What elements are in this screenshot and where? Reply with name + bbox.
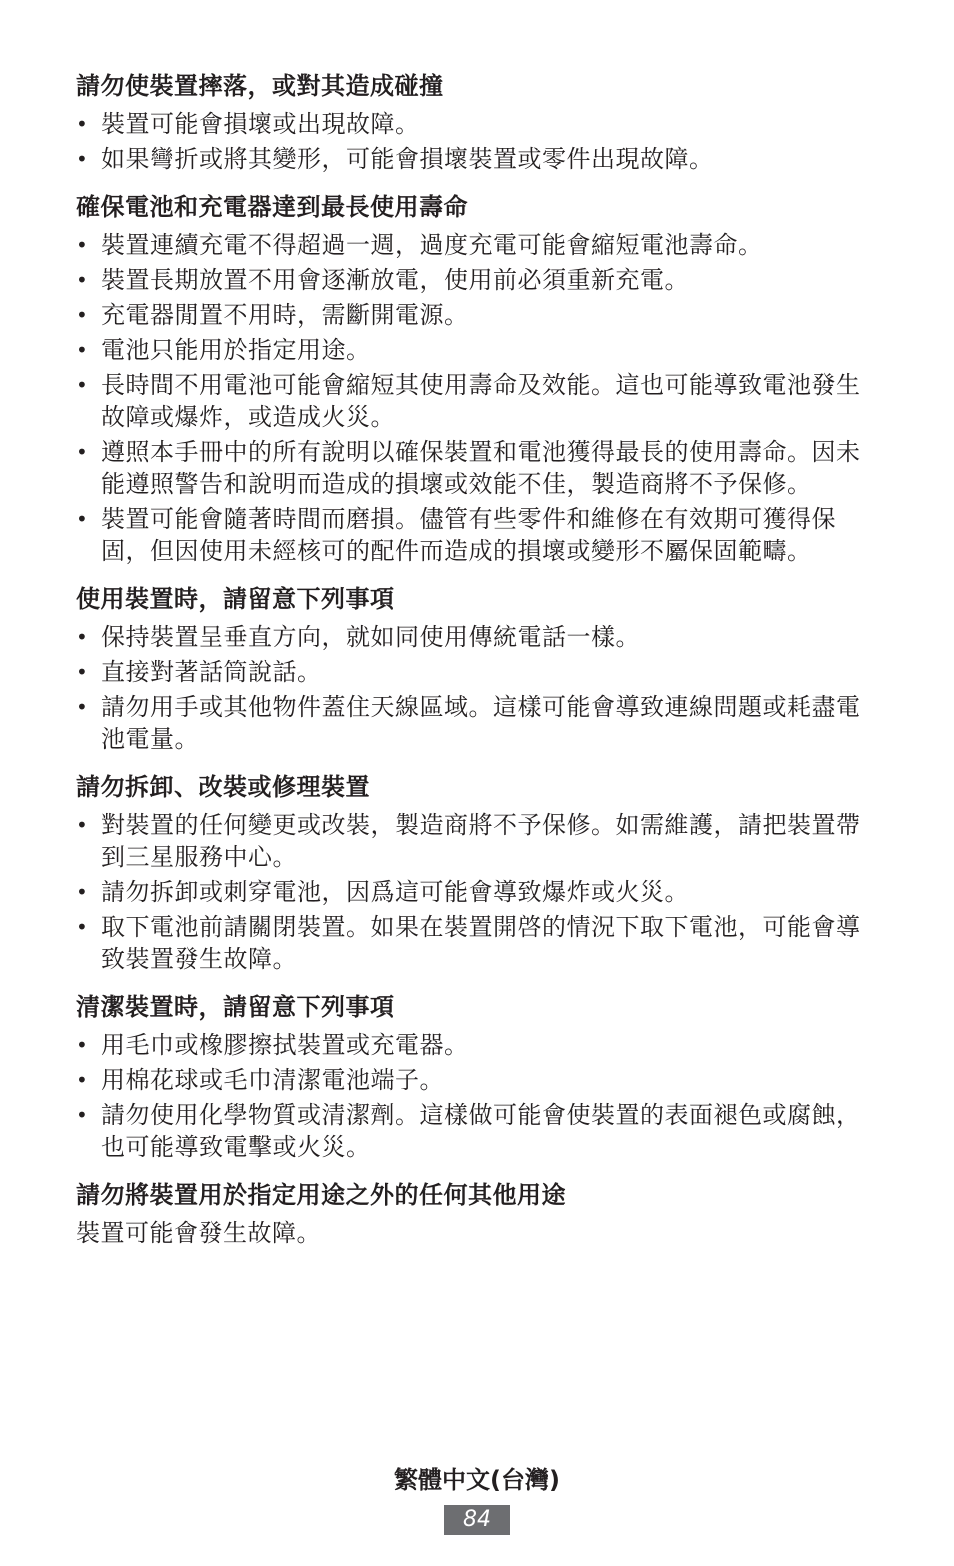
bullet-icon: • bbox=[76, 880, 89, 904]
language-label: 繁體中文(台灣) bbox=[394, 1466, 560, 1494]
section-paragraph: 裝置可能會發生故障。 bbox=[76, 1219, 321, 1247]
bullet-icon: • bbox=[76, 660, 89, 684]
list-item bbox=[76, 299, 876, 331]
list-item bbox=[76, 621, 876, 653]
list-item bbox=[76, 143, 876, 175]
section-heading: 請勿拆卸、改裝或修理裝置 bbox=[76, 773, 370, 801]
list-item bbox=[76, 229, 876, 261]
list-item-text: 取下電池前請關閉裝置。如果在裝置開啓的情況下取下電池，可能會導致裝置發生故障。 bbox=[101, 913, 861, 973]
document-body bbox=[76, 70, 876, 1249]
bullet-list bbox=[76, 809, 876, 975]
bullet-icon: • bbox=[76, 233, 89, 257]
list-item-text: 用毛巾或橡膠擦拭裝置或充電器。 bbox=[101, 1031, 469, 1059]
list-item-text: 直接對著話筒說話。 bbox=[101, 658, 322, 686]
list-item bbox=[76, 911, 876, 975]
list-item bbox=[76, 656, 876, 688]
list-item bbox=[76, 1099, 876, 1163]
page-number: 84 bbox=[444, 1505, 510, 1535]
section-battery-life bbox=[76, 191, 876, 567]
page-footer bbox=[0, 1462, 954, 1535]
section-heading: 使用裝置時，請留意下列事項 bbox=[76, 585, 395, 613]
section-drop-impact bbox=[76, 70, 876, 175]
list-item bbox=[76, 334, 876, 366]
list-item bbox=[76, 876, 876, 908]
bullet-icon: • bbox=[76, 147, 89, 171]
list-item-text: 電池只能用於指定用途。 bbox=[101, 336, 371, 364]
list-item-text: 裝置可能會隨著時間而磨損。儘管有些零件和維修在有效期可獲得保固，但因使用未經核可的配件而造成的損壞或變形不屬保固範疇。 bbox=[101, 505, 836, 565]
bullet-icon: • bbox=[76, 440, 89, 464]
list-item bbox=[76, 1029, 876, 1061]
bullet-icon: • bbox=[76, 507, 89, 531]
list-item-text: 請勿拆卸或刺穿電池，因爲這可能會導致爆炸或火災。 bbox=[101, 878, 689, 906]
section-intended-use bbox=[76, 1179, 876, 1249]
list-item-text: 裝置長期放置不用會逐漸放電，使用前必須重新充電。 bbox=[101, 266, 689, 294]
list-item-text: 裝置可能會損壞或出現故障。 bbox=[101, 110, 420, 138]
list-item bbox=[76, 108, 876, 140]
list-item-text: 保持裝置呈垂直方向，就如同使用傳統電話一樣。 bbox=[101, 623, 640, 651]
section-heading: 確保電池和充電器達到最長使用壽命 bbox=[76, 193, 468, 221]
bullet-list bbox=[76, 621, 876, 755]
bullet-icon: • bbox=[76, 268, 89, 292]
section-no-disassembly bbox=[76, 771, 876, 975]
section-heading: 請勿使裝置摔落，或對其造成碰撞 bbox=[76, 72, 444, 100]
bullet-icon: • bbox=[76, 303, 89, 327]
bullet-icon: • bbox=[76, 338, 89, 362]
bullet-icon: • bbox=[76, 1033, 89, 1057]
list-item bbox=[76, 503, 876, 567]
list-item-text: 長時間不用電池可能會縮短其使用壽命及效能。這也可能導致電池發生故障或爆炸，或造成火災。 bbox=[101, 371, 861, 431]
bullet-list bbox=[76, 229, 876, 567]
list-item-text: 對裝置的任何變更或改裝，製造商將不予保修。如需維護，請把裝置帶到三星服務中心。 bbox=[101, 811, 861, 871]
bullet-icon: • bbox=[76, 112, 89, 136]
list-item bbox=[76, 436, 876, 500]
list-item-text: 裝置連續充電不得超過一週，過度充電可能會縮短電池壽命。 bbox=[101, 231, 763, 259]
list-item-text: 如果彎折或將其變形，可能會損壞裝置或零件出現故障。 bbox=[101, 145, 714, 173]
bullet-icon: • bbox=[76, 915, 89, 939]
section-cleaning bbox=[76, 991, 876, 1163]
bullet-icon: • bbox=[76, 1103, 89, 1127]
list-item bbox=[76, 369, 876, 433]
section-using-device bbox=[76, 583, 876, 755]
bullet-icon: • bbox=[76, 625, 89, 649]
bullet-list bbox=[76, 1029, 876, 1163]
bullet-icon: • bbox=[76, 373, 89, 397]
list-item bbox=[76, 691, 876, 755]
bullet-icon: • bbox=[76, 813, 89, 837]
list-item bbox=[76, 1064, 876, 1096]
bullet-list bbox=[76, 108, 876, 175]
list-item-text: 請勿用手或其他物件蓋住天線區域。這樣可能會導致連線問題或耗盡電池電量。 bbox=[101, 693, 861, 753]
section-heading: 清潔裝置時，請留意下列事項 bbox=[76, 993, 395, 1021]
list-item-text: 遵照本手冊中的所有說明以確保裝置和電池獲得最長的使用壽命。因未能遵照警告和說明而造成的損壞或效能不佳，製造商將不予保修。 bbox=[101, 438, 861, 498]
list-item-text: 充電器閒置不用時，需斷開電源。 bbox=[101, 301, 469, 329]
list-item bbox=[76, 809, 876, 873]
bullet-icon: • bbox=[76, 1068, 89, 1092]
list-item-text: 用棉花球或毛巾清潔電池端子。 bbox=[101, 1066, 444, 1094]
bullet-icon: • bbox=[76, 695, 89, 719]
list-item bbox=[76, 264, 876, 296]
list-item-text: 請勿使用化學物質或清潔劑。這樣做可能會使裝置的表面褪色或腐蝕，也可能導致電擊或火災。 bbox=[101, 1101, 861, 1161]
section-heading: 請勿將裝置用於指定用途之外的任何其他用途 bbox=[76, 1181, 566, 1209]
